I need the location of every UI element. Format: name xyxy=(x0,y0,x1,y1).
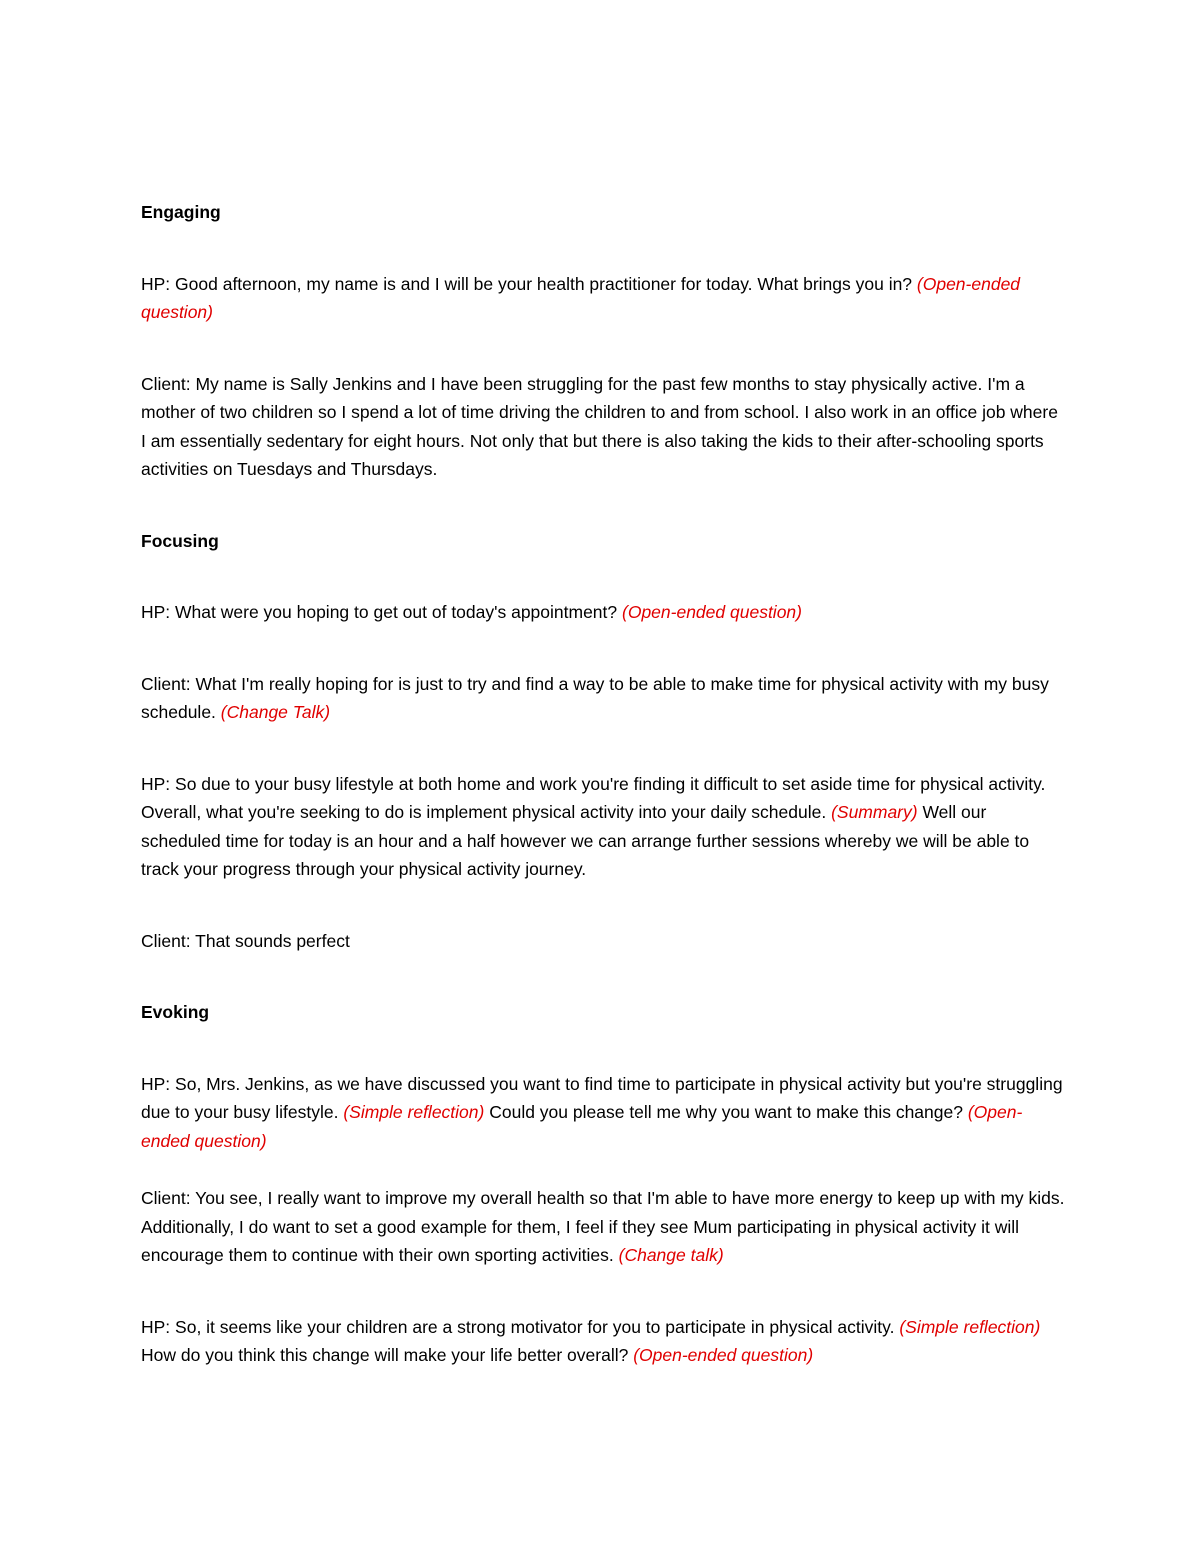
annotation-label: (Simple reflection) xyxy=(899,1316,1041,1337)
annotation-label: (Summary) xyxy=(831,802,918,822)
dialogue-text: Could you please tell me why you want to make this change? xyxy=(484,1102,968,1122)
dialogue-text: Client: What I'm really hoping for is just to try and find a way to be able to make time for physical activity with my busy schedule. xyxy=(141,673,1049,722)
dialogue-paragraph xyxy=(141,1313,1066,1370)
dialogue-paragraph xyxy=(141,770,1066,884)
dialogue-paragraph xyxy=(141,370,1066,484)
section-heading: Focusing xyxy=(141,530,219,551)
dialogue-text: Client: That sounds perfect xyxy=(141,930,350,951)
section-heading: Engaging xyxy=(141,202,221,222)
section-focusing xyxy=(141,527,1066,956)
dialogue-text: HP: So due to your busy lifestyle at both home and work you're finding it difficult to set aside time for physical activity. Overall, what you're seeking to do is implement physical activity into your daily schedule. xyxy=(141,773,1046,822)
dialogue-text: HP: What were you hoping to get out of today's appointment? xyxy=(141,602,622,622)
annotation-label: (Simple reflection) xyxy=(343,1102,485,1122)
dialogue-paragraph xyxy=(141,1070,1066,1156)
annotation-label: (Open-ended question) xyxy=(633,1345,814,1365)
dialogue-text: HP: Good afternoon, my name is and I will be your health practitioner for today. What brings you in? xyxy=(141,273,917,294)
dialogue-text: HP: So, it seems like your children are a strong motivator for you to participate in physical activity. xyxy=(141,1316,900,1337)
document-body xyxy=(141,198,1066,1413)
section-evoking xyxy=(141,998,1066,1370)
annotation-label: (Open-ended question) xyxy=(622,602,802,622)
annotation-label: (Open-ended question) xyxy=(141,273,1021,322)
dialogue-paragraph xyxy=(141,1184,1066,1270)
dialogue-paragraph xyxy=(141,927,1066,956)
dialogue-text: Well our scheduled time for today is an hour and a half however we can arrange further sessions whereby we will be able to track your progress through your physical activity journey. xyxy=(141,802,1030,879)
dialogue-text: Client: My name is Sally Jenkins and I have been struggling for the past few months to stay physically active. I'm a mother of two children so I spend a lot of time driving the children to and from school. I also work in an office job where I am essentially sedentary for eight hours. Not only that but there is also taking the kids to their after-schooling sports activities on Tuesdays and Thursdays. xyxy=(141,373,1058,479)
dialogue-paragraph xyxy=(141,670,1066,727)
dialogue-paragraph xyxy=(141,598,1066,627)
annotation-label: (Change talk) xyxy=(618,1245,724,1265)
dialogue-text: How do you think this change will make your life better overall? xyxy=(141,1345,634,1365)
dialogue-text: HP: So, Mrs. Jenkins, as we have discussed you want to find time to participate in physical activity but you're struggling due to your busy lifestyle. xyxy=(141,1073,1063,1122)
dialogue-text: Client: You see, I really want to improve my overall health so that I'm able to have more energy to keep up with my kids. Additionally, I do want to set a good example for them, I feel if they see Mum participating in physical activity it will encourage them to continue with their own sporting activities. xyxy=(141,1188,1065,1265)
annotation-label: (Open-ended question) xyxy=(141,1102,1023,1151)
annotation-label: (Change Talk) xyxy=(220,702,331,722)
dialogue-paragraph xyxy=(141,270,1066,327)
section-heading: Evoking xyxy=(141,1002,210,1022)
section-engaging xyxy=(141,198,1066,484)
